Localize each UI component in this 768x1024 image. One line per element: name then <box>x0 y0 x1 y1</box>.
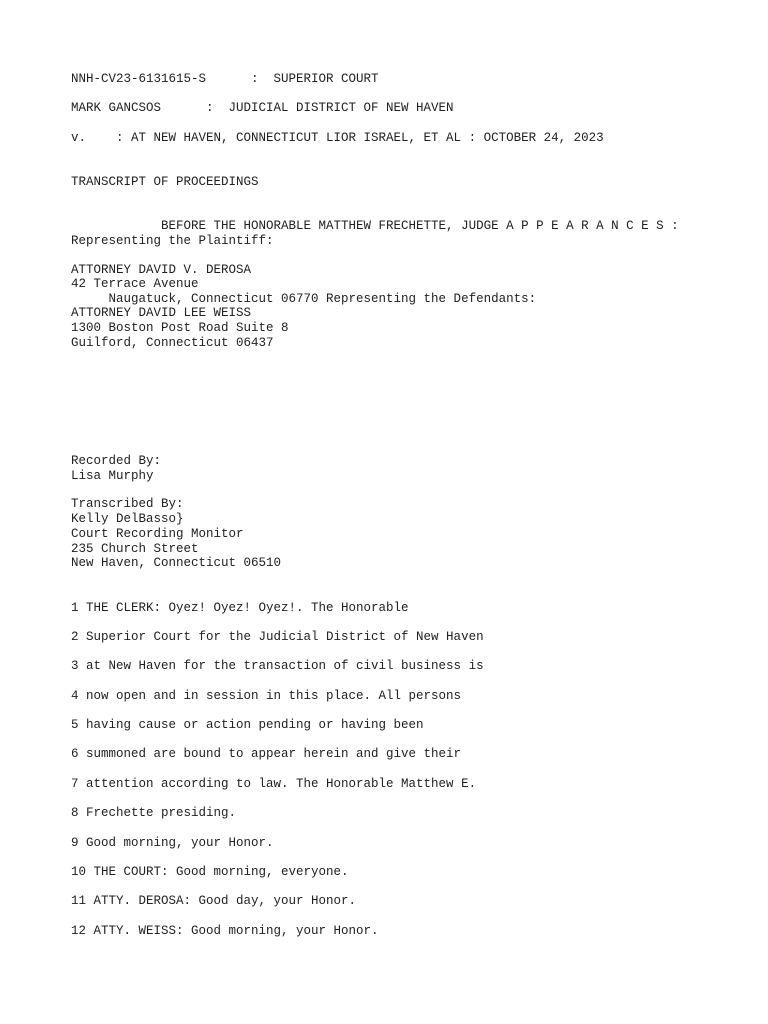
transcriber-address-2: New Haven, Connecticut 06510 <box>71 556 282 570</box>
transcript-line: 12 ATTY. WEISS: Good morning, your Honor. <box>71 924 379 938</box>
transcript-line: 11 ATTY. DEROSA: Good day, your Honor. <box>71 894 357 908</box>
transcriber-address-1: 235 Church Street <box>71 542 199 556</box>
transcriber-role: Court Recording Monitor <box>71 527 244 541</box>
plaintiff-address-1: 42 Terrace Avenue <box>71 277 199 291</box>
plaintiff-line: MARK GANCSOS : JUDICIAL DISTRICT OF NEW HAVEN <box>71 101 454 115</box>
defendant-address-1: 1300 Boston Post Road Suite 8 <box>71 321 289 335</box>
defendant-attorney: ATTORNEY DAVID LEE WEISS <box>71 306 252 320</box>
transcript-line: 10 THE COURT: Good morning, everyone. <box>71 865 349 879</box>
defendant-address-2: Guilford, Connecticut 06437 <box>71 336 274 350</box>
transcript-line: 3 at New Haven for the transaction of civil business is <box>71 659 484 673</box>
transcribed-by-name: Kelly DelBasso} <box>71 512 184 526</box>
recorded-by-name: Lisa Murphy <box>71 469 154 483</box>
transcript-line: 4 now open and in session in this place. All persons <box>71 689 462 703</box>
recorded-by-label: Recorded By: <box>71 454 162 468</box>
versus-line: v. : AT NEW HAVEN, CONNECTICUT LIOR ISRAEL, ET AL : OCTOBER 24, 2023 <box>71 131 604 145</box>
transcript-line: 6 summoned are bound to appear herein and give their <box>71 747 462 761</box>
plaintiff-address-2: Naugatuck, Connecticut 06770 Representing the Defendants: <box>71 292 537 306</box>
transcribed-by-label: Transcribed By: <box>71 497 184 511</box>
transcript-line: 2 Superior Court for the Judicial District of New Haven <box>71 630 484 644</box>
transcript-line: 5 having cause or action pending or having been <box>71 718 424 732</box>
transcript-line: 9 Good morning, your Honor. <box>71 836 274 850</box>
document-title: TRANSCRIPT OF PROCEEDINGS <box>71 175 259 189</box>
docket-line: NNH-CV23-6131615-S : SUPERIOR COURT <box>71 72 379 86</box>
transcript-line: 7 attention according to law. The Honorable Matthew E. <box>71 777 477 791</box>
plaintiff-attorney: ATTORNEY DAVID V. DEROSA <box>71 263 252 277</box>
transcript-line: 8 Frechette presiding. <box>71 806 237 820</box>
plaintiff-heading: Representing the Plaintiff: <box>71 234 274 248</box>
before-judge-line: BEFORE THE HONORABLE MATTHEW FRECHETTE, JUDGE A P P E A R A N C E S : <box>71 219 679 233</box>
transcript-line: 1 THE CLERK: Oyez! Oyez! Oyez!. The Honorable <box>71 601 409 615</box>
